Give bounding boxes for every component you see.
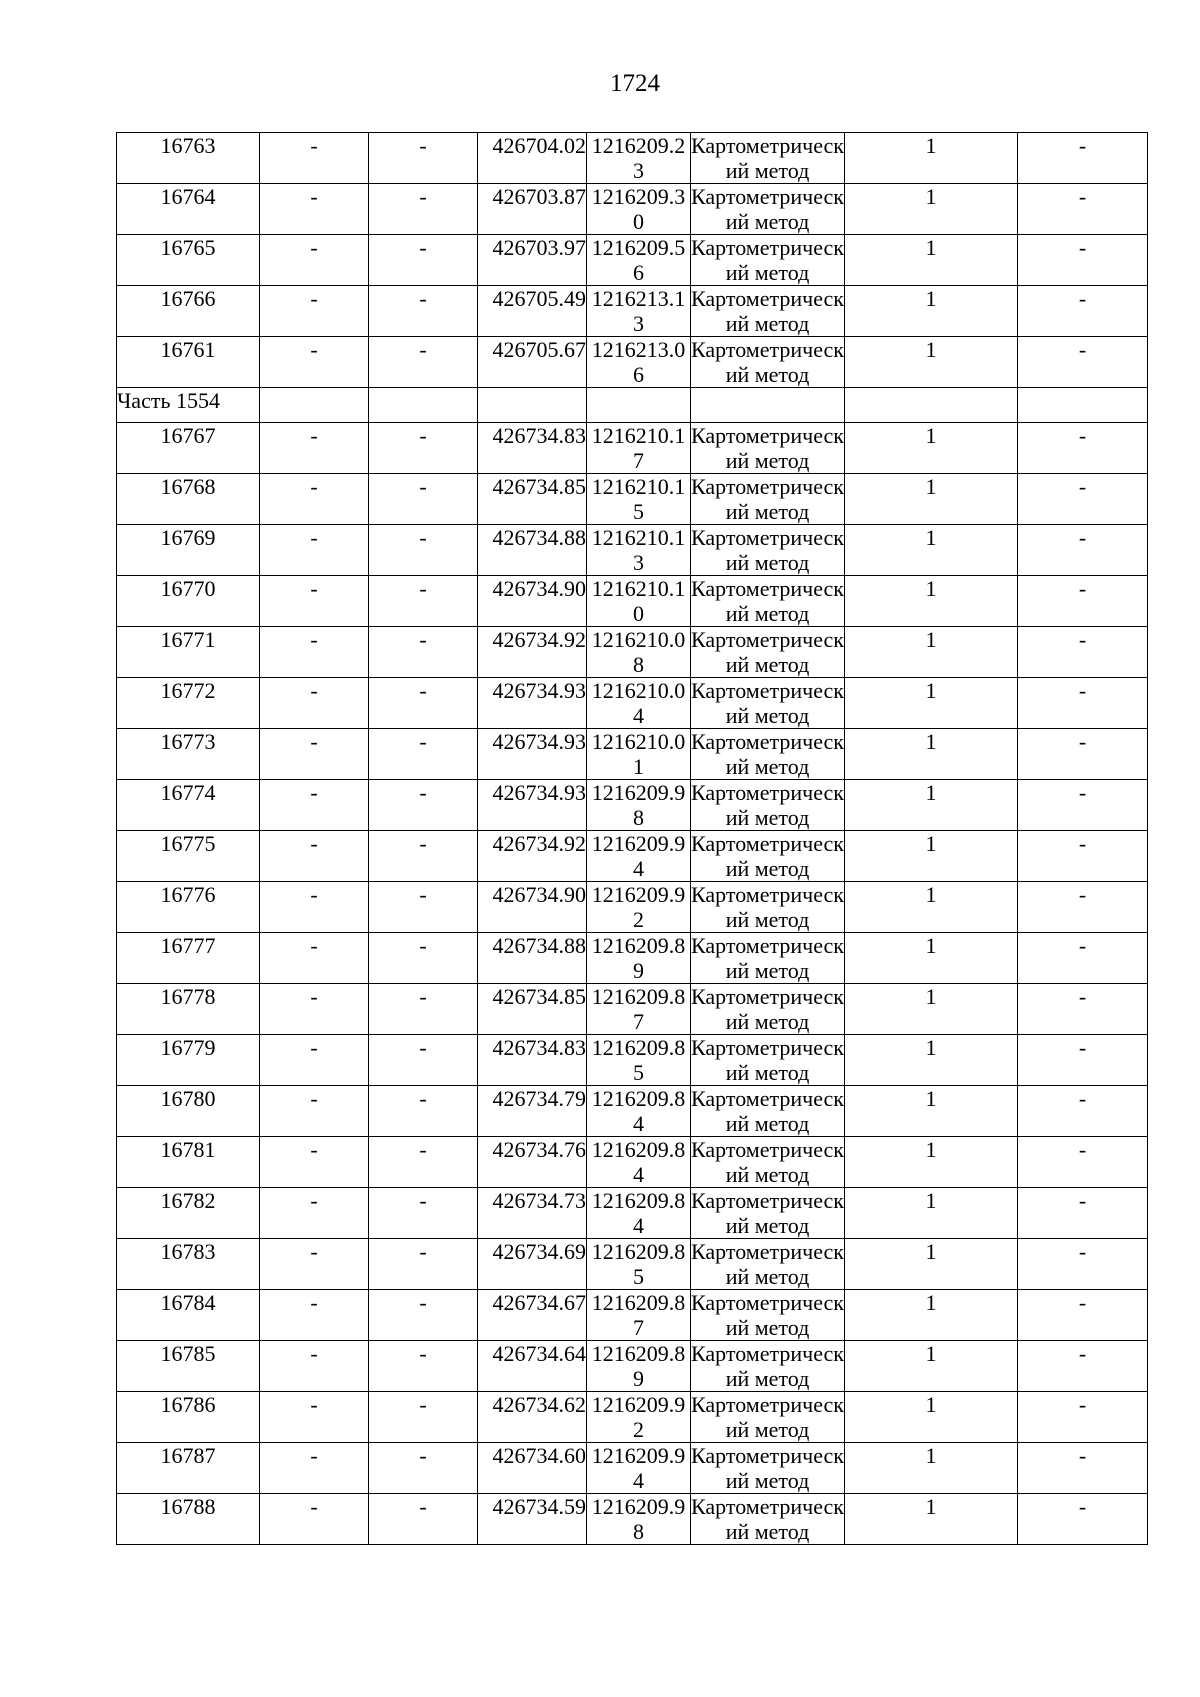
accuracy-cell: 1	[845, 1188, 1018, 1239]
accuracy-cell: 1	[845, 1494, 1018, 1545]
description-cell: -	[1018, 882, 1148, 933]
y-coordinate-cell: 1216209.85	[587, 1035, 691, 1086]
description-cell: -	[1018, 678, 1148, 729]
y-coordinate-cell: 1216210.10	[587, 576, 691, 627]
y-coordinate-cell: 1216210.08	[587, 627, 691, 678]
coordinates-table	[116, 132, 1148, 1545]
old-y-cell: -	[369, 184, 478, 235]
x-coordinate-cell: 426734.69	[478, 1239, 587, 1290]
x-coordinate-cell: 426703.87	[478, 184, 587, 235]
accuracy-cell: 1	[845, 1137, 1018, 1188]
y-coordinate-cell: 1216209.85	[587, 1239, 691, 1290]
table-row	[117, 1341, 1148, 1392]
method-cell: Картометрический метод	[691, 474, 844, 524]
x-coordinate-cell: 426734.93	[478, 780, 587, 831]
table-row	[117, 1494, 1148, 1545]
old-y-cell: -	[369, 1137, 478, 1188]
accuracy-cell: 1	[845, 423, 1018, 474]
description-cell: -	[1018, 1443, 1148, 1494]
method-cell: Картометрический метод	[691, 1239, 844, 1289]
point-number-cell: 16776	[117, 882, 260, 933]
description-cell: -	[1018, 984, 1148, 1035]
old-x-cell: -	[260, 627, 369, 678]
accuracy-cell: 1	[845, 882, 1018, 933]
old-y-cell: -	[369, 1443, 478, 1494]
point-number-cell: 16771	[117, 627, 260, 678]
x-coordinate-cell: 426734.90	[478, 576, 587, 627]
old-x-cell: -	[260, 286, 369, 337]
table-row	[117, 133, 1148, 184]
method-cell: Картометрический метод	[691, 184, 844, 234]
point-number-cell: 16785	[117, 1341, 260, 1392]
table-row	[117, 576, 1148, 627]
accuracy-cell: 1	[845, 1290, 1018, 1341]
point-number-cell: 16778	[117, 984, 260, 1035]
x-coordinate-cell: 426734.79	[478, 1086, 587, 1137]
page-number: 1724	[610, 70, 660, 97]
old-x-cell: -	[260, 1494, 369, 1545]
old-y-cell: -	[369, 1494, 478, 1545]
accuracy-cell: 1	[845, 133, 1018, 184]
point-number-cell: 16763	[117, 133, 260, 184]
point-number-cell: 16781	[117, 1137, 260, 1188]
table-row	[117, 627, 1148, 678]
accuracy-cell: 1	[845, 235, 1018, 286]
description-cell: -	[1018, 1290, 1148, 1341]
old-x-cell: -	[260, 337, 369, 388]
old-y-cell: -	[369, 780, 478, 831]
empty-cell	[260, 388, 369, 423]
table-row	[117, 1188, 1148, 1239]
y-coordinate-cell: 1216209.56	[587, 235, 691, 286]
old-x-cell: -	[260, 1035, 369, 1086]
method-cell: Картометрический метод	[691, 1290, 844, 1340]
point-number-cell: 16780	[117, 1086, 260, 1137]
old-y-cell: -	[369, 627, 478, 678]
old-y-cell: -	[369, 1341, 478, 1392]
table-row	[117, 1392, 1148, 1443]
method-cell: Картометрический метод	[691, 235, 844, 285]
table-row	[117, 831, 1148, 882]
x-coordinate-cell: 426734.83	[478, 1035, 587, 1086]
y-coordinate-cell: 1216209.94	[587, 831, 691, 882]
accuracy-cell: 1	[845, 831, 1018, 882]
description-cell: -	[1018, 1137, 1148, 1188]
point-number-cell: 16779	[117, 1035, 260, 1086]
x-coordinate-cell: 426734.93	[478, 678, 587, 729]
x-coordinate-cell: 426703.97	[478, 235, 587, 286]
accuracy-cell: 1	[845, 678, 1018, 729]
x-coordinate-cell: 426734.73	[478, 1188, 587, 1239]
table-body	[117, 133, 1148, 1545]
old-y-cell: -	[369, 831, 478, 882]
method-cell: Картометрический метод	[691, 1035, 844, 1085]
y-coordinate-cell: 1216209.87	[587, 1290, 691, 1341]
x-coordinate-cell: 426734.60	[478, 1443, 587, 1494]
accuracy-cell: 1	[845, 576, 1018, 627]
y-coordinate-cell: 1216209.23	[587, 133, 691, 184]
empty-cell	[845, 388, 1018, 423]
method-cell: Картометрический метод	[691, 337, 844, 387]
accuracy-cell: 1	[845, 1239, 1018, 1290]
x-coordinate-cell: 426734.88	[478, 933, 587, 984]
old-x-cell: -	[260, 882, 369, 933]
accuracy-cell: 1	[845, 337, 1018, 388]
table-row	[117, 337, 1148, 388]
description-cell: -	[1018, 1239, 1148, 1290]
table-row	[117, 1443, 1148, 1494]
old-x-cell: -	[260, 984, 369, 1035]
method-cell: Картометрический метод	[691, 882, 844, 932]
empty-cell	[691, 388, 845, 423]
table-row	[117, 984, 1148, 1035]
old-y-cell: -	[369, 337, 478, 388]
point-number-cell: 16784	[117, 1290, 260, 1341]
description-cell: -	[1018, 1188, 1148, 1239]
method-cell: Картометрический метод	[691, 525, 844, 575]
point-number-cell: 16767	[117, 423, 260, 474]
old-y-cell: -	[369, 984, 478, 1035]
x-coordinate-cell: 426705.49	[478, 286, 587, 337]
empty-cell	[369, 388, 478, 423]
x-coordinate-cell: 426734.59	[478, 1494, 587, 1545]
old-y-cell: -	[369, 678, 478, 729]
y-coordinate-cell: 1216210.15	[587, 474, 691, 525]
method-cell: Картометрический метод	[691, 678, 844, 728]
old-y-cell: -	[369, 474, 478, 525]
old-x-cell: -	[260, 576, 369, 627]
method-cell: Картометрический метод	[691, 831, 844, 881]
y-coordinate-cell: 1216209.89	[587, 1341, 691, 1392]
point-number-cell: 16775	[117, 831, 260, 882]
old-y-cell: -	[369, 1392, 478, 1443]
description-cell: -	[1018, 1392, 1148, 1443]
x-coordinate-cell: 426734.92	[478, 627, 587, 678]
empty-cell	[1018, 388, 1148, 423]
old-y-cell: -	[369, 1290, 478, 1341]
accuracy-cell: 1	[845, 184, 1018, 235]
y-coordinate-cell: 1216209.30	[587, 184, 691, 235]
method-cell: Картометрический метод	[691, 1392, 844, 1442]
old-x-cell: -	[260, 831, 369, 882]
point-number-cell: 16786	[117, 1392, 260, 1443]
old-x-cell: -	[260, 1443, 369, 1494]
x-coordinate-cell: 426734.90	[478, 882, 587, 933]
description-cell: -	[1018, 1341, 1148, 1392]
y-coordinate-cell: 1216210.04	[587, 678, 691, 729]
y-coordinate-cell: 1216210.01	[587, 729, 691, 780]
method-cell: Картометрический метод	[691, 1341, 844, 1391]
empty-cell	[587, 388, 691, 423]
method-cell: Картометрический метод	[691, 576, 844, 626]
description-cell: -	[1018, 933, 1148, 984]
table-row	[117, 286, 1148, 337]
point-number-cell: 16782	[117, 1188, 260, 1239]
description-cell: -	[1018, 423, 1148, 474]
method-cell: Картометрический метод	[691, 984, 844, 1034]
method-cell: Картометрический метод	[691, 1443, 844, 1493]
y-coordinate-cell: 1216213.13	[587, 286, 691, 337]
old-x-cell: -	[260, 729, 369, 780]
table-row	[117, 1290, 1148, 1341]
point-number-cell: 16770	[117, 576, 260, 627]
method-cell: Картометрический метод	[691, 133, 844, 183]
y-coordinate-cell: 1216209.89	[587, 933, 691, 984]
table-row	[117, 1239, 1148, 1290]
description-cell: -	[1018, 133, 1148, 184]
old-x-cell: -	[260, 474, 369, 525]
accuracy-cell: 1	[845, 286, 1018, 337]
y-coordinate-cell: 1216209.98	[587, 780, 691, 831]
method-cell: Картометрический метод	[691, 1137, 844, 1187]
description-cell: -	[1018, 235, 1148, 286]
method-cell: Картометрический метод	[691, 1188, 844, 1238]
accuracy-cell: 1	[845, 627, 1018, 678]
method-cell: Картометрический метод	[691, 1494, 844, 1544]
table-row	[117, 1086, 1148, 1137]
table-row	[117, 1035, 1148, 1086]
accuracy-cell: 1	[845, 1035, 1018, 1086]
old-x-cell: -	[260, 235, 369, 286]
old-x-cell: -	[260, 1086, 369, 1137]
method-cell: Картометрический метод	[691, 780, 844, 830]
point-number-cell: 16761	[117, 337, 260, 388]
old-y-cell: -	[369, 423, 478, 474]
method-cell: Картометрический метод	[691, 933, 844, 983]
table-row	[117, 184, 1148, 235]
table-row	[117, 1137, 1148, 1188]
table-row	[117, 933, 1148, 984]
description-cell: -	[1018, 474, 1148, 525]
old-y-cell: -	[369, 133, 478, 184]
accuracy-cell: 1	[845, 933, 1018, 984]
point-number-cell: 16765	[117, 235, 260, 286]
description-cell: -	[1018, 729, 1148, 780]
description-cell: -	[1018, 1035, 1148, 1086]
x-coordinate-cell: 426704.02	[478, 133, 587, 184]
x-coordinate-cell: 426734.92	[478, 831, 587, 882]
accuracy-cell: 1	[845, 525, 1018, 576]
old-x-cell: -	[260, 1290, 369, 1341]
x-coordinate-cell: 426734.64	[478, 1341, 587, 1392]
description-cell: -	[1018, 525, 1148, 576]
old-x-cell: -	[260, 133, 369, 184]
accuracy-cell: 1	[845, 1392, 1018, 1443]
old-x-cell: -	[260, 933, 369, 984]
y-coordinate-cell: 1216209.84	[587, 1137, 691, 1188]
old-x-cell: -	[260, 423, 369, 474]
empty-cell	[478, 388, 587, 423]
old-x-cell: -	[260, 780, 369, 831]
point-number-cell: 16788	[117, 1494, 260, 1545]
old-x-cell: -	[260, 1137, 369, 1188]
description-cell: -	[1018, 627, 1148, 678]
point-number-cell: 16787	[117, 1443, 260, 1494]
y-coordinate-cell: 1216209.92	[587, 882, 691, 933]
x-coordinate-cell: 426734.62	[478, 1392, 587, 1443]
x-coordinate-cell: 426734.85	[478, 474, 587, 525]
old-y-cell: -	[369, 729, 478, 780]
old-y-cell: -	[369, 1239, 478, 1290]
old-y-cell: -	[369, 286, 478, 337]
table-row	[117, 729, 1148, 780]
table-row	[117, 525, 1148, 576]
x-coordinate-cell: 426705.67	[478, 337, 587, 388]
description-cell: -	[1018, 286, 1148, 337]
table-row	[117, 474, 1148, 525]
old-y-cell: -	[369, 1035, 478, 1086]
section-row	[117, 388, 1148, 423]
accuracy-cell: 1	[845, 1341, 1018, 1392]
table-row	[117, 235, 1148, 286]
old-y-cell: -	[369, 1086, 478, 1137]
old-y-cell: -	[369, 933, 478, 984]
table-row	[117, 678, 1148, 729]
old-x-cell: -	[260, 1392, 369, 1443]
method-cell: Картометрический метод	[691, 286, 844, 336]
table-row	[117, 423, 1148, 474]
y-coordinate-cell: 1216209.94	[587, 1443, 691, 1494]
old-x-cell: -	[260, 678, 369, 729]
point-number-cell: 16772	[117, 678, 260, 729]
accuracy-cell: 1	[845, 729, 1018, 780]
method-cell: Картометрический метод	[691, 627, 844, 677]
point-number-cell: 16766	[117, 286, 260, 337]
y-coordinate-cell: 1216210.13	[587, 525, 691, 576]
accuracy-cell: 1	[845, 1443, 1018, 1494]
description-cell: -	[1018, 337, 1148, 388]
old-x-cell: -	[260, 1188, 369, 1239]
x-coordinate-cell: 426734.85	[478, 984, 587, 1035]
accuracy-cell: 1	[845, 1086, 1018, 1137]
accuracy-cell: 1	[845, 780, 1018, 831]
accuracy-cell: 1	[845, 984, 1018, 1035]
point-number-cell: 16764	[117, 184, 260, 235]
method-cell: Картометрический метод	[691, 729, 844, 779]
old-y-cell: -	[369, 576, 478, 627]
y-coordinate-cell: 1216210.17	[587, 423, 691, 474]
y-coordinate-cell: 1216209.92	[587, 1392, 691, 1443]
point-number-cell: 16777	[117, 933, 260, 984]
description-cell: -	[1018, 1086, 1148, 1137]
old-x-cell: -	[260, 1341, 369, 1392]
x-coordinate-cell: 426734.83	[478, 423, 587, 474]
table-row	[117, 780, 1148, 831]
x-coordinate-cell: 426734.67	[478, 1290, 587, 1341]
description-cell: -	[1018, 831, 1148, 882]
accuracy-cell: 1	[845, 474, 1018, 525]
old-x-cell: -	[260, 525, 369, 576]
method-cell: Картометрический метод	[691, 1086, 844, 1136]
description-cell: -	[1018, 1494, 1148, 1545]
y-coordinate-cell: 1216209.84	[587, 1188, 691, 1239]
old-y-cell: -	[369, 525, 478, 576]
description-cell: -	[1018, 576, 1148, 627]
x-coordinate-cell: 426734.88	[478, 525, 587, 576]
method-cell: Картометрический метод	[691, 423, 844, 473]
y-coordinate-cell: 1216209.87	[587, 984, 691, 1035]
point-number-cell: 16769	[117, 525, 260, 576]
old-y-cell: -	[369, 235, 478, 286]
old-y-cell: -	[369, 882, 478, 933]
point-number-cell: 16783	[117, 1239, 260, 1290]
y-coordinate-cell: 1216209.98	[587, 1494, 691, 1545]
y-coordinate-cell: 1216213.06	[587, 337, 691, 388]
x-coordinate-cell: 426734.93	[478, 729, 587, 780]
y-coordinate-cell: 1216209.84	[587, 1086, 691, 1137]
point-number-cell: 16768	[117, 474, 260, 525]
description-cell: -	[1018, 780, 1148, 831]
point-number-cell: 16773	[117, 729, 260, 780]
section-label: Часть 1554	[117, 388, 260, 423]
x-coordinate-cell: 426734.76	[478, 1137, 587, 1188]
old-x-cell: -	[260, 184, 369, 235]
point-number-cell: 16774	[117, 780, 260, 831]
table-row	[117, 882, 1148, 933]
description-cell: -	[1018, 184, 1148, 235]
old-y-cell: -	[369, 1188, 478, 1239]
old-x-cell: -	[260, 1239, 369, 1290]
